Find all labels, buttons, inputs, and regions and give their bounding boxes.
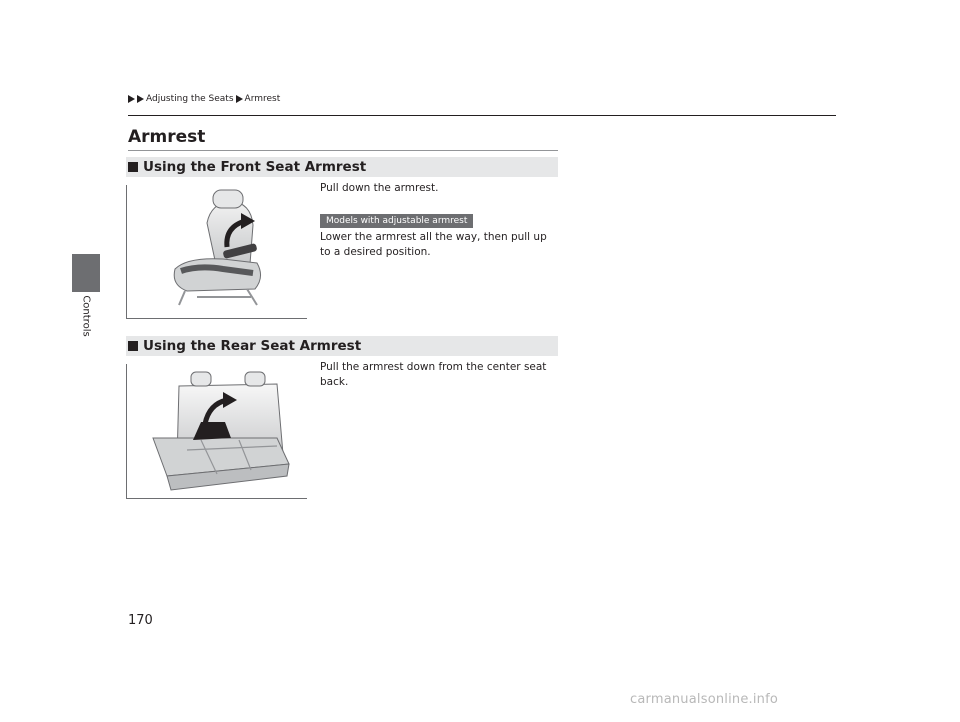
section-heading-front-label: Using the Front Seat Armrest [143,159,367,175]
breadcrumb-item-seats[interactable]: Adjusting the Seats [146,94,234,104]
title-rule [128,150,558,151]
rear-text-pull: Pull the armrest down from the center seat back. [320,361,547,388]
front-text-lower: Lower the armrest all the way, then pull up to a desired position. [320,231,547,258]
breadcrumb-item-armrest[interactable]: Armrest [244,94,281,104]
watermark: carmanualsonline.info [630,692,779,707]
header-rule [128,115,836,116]
page-title: Armrest [128,127,206,147]
section-heading-rear-label: Using the Rear Seat Armrest [143,338,362,354]
breadcrumb-arrow-icon [137,95,144,103]
rear-seat-armrest-icon [127,364,307,498]
breadcrumb-arrow-icon [128,95,135,103]
front-text-pull: Pull down the armrest. [320,182,439,194]
rear-seat-illustration [126,364,307,499]
chapter-label: Controls [80,295,92,337]
page-number: 170 [128,613,153,628]
front-seat-illustration [126,185,307,319]
front-seat-armrest-icon [127,185,307,318]
section-square-icon [128,162,138,172]
section-heading-rear [126,336,558,356]
chapter-side-tab [72,254,100,292]
section-heading-front [126,157,558,177]
breadcrumb [128,94,280,104]
section-square-icon [128,341,138,351]
breadcrumb-arrow-icon [236,95,243,103]
model-badge: Models with adjustable armrest [320,214,473,228]
